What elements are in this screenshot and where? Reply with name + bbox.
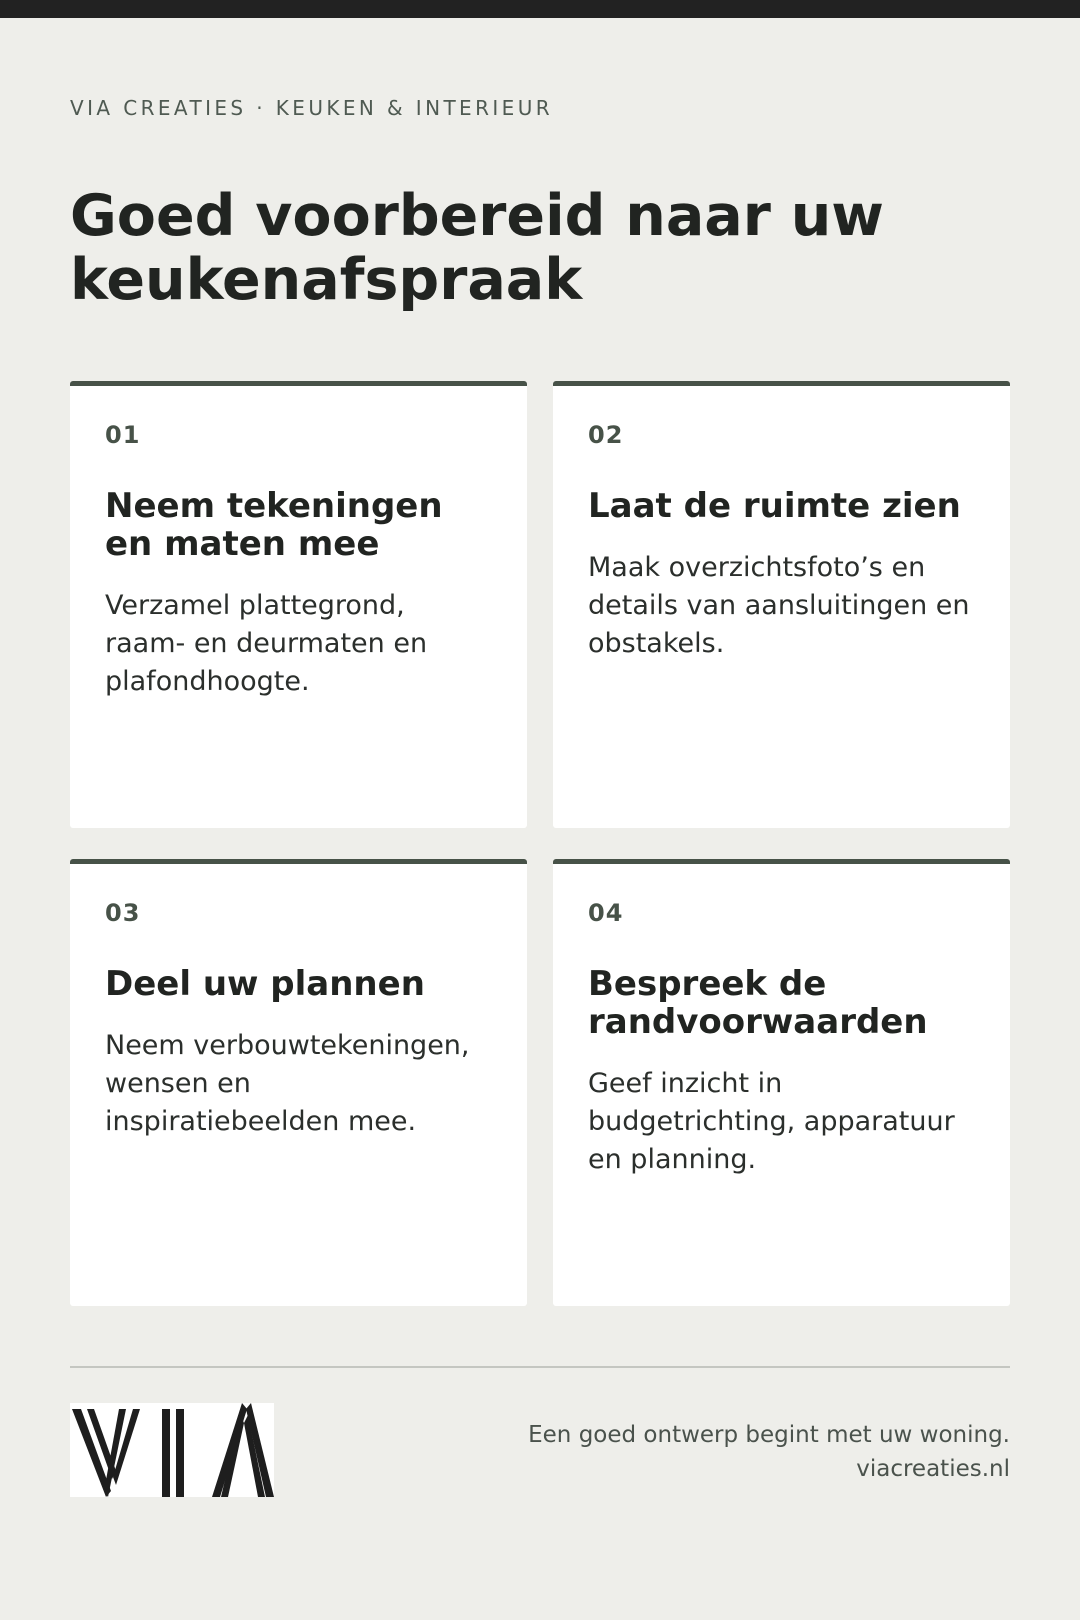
footer-divider [70,1366,1010,1368]
footer-info [528,1418,1010,1486]
step-description: Maak overzichtsfoto’s en details van aansluitingen en obstakels. [588,552,970,659]
top-bar [0,0,1080,18]
step-number: 03 [105,899,141,927]
step-number: 01 [105,421,141,449]
page-title: Goed voorbereid naar uw keukenafspraak [70,183,884,313]
via-logo [70,1403,274,1497]
step-card-2 [553,381,1010,828]
footer-tagline: Een goed ontwerp begint met uw woning. [528,1422,1010,1448]
step-number: 04 [588,899,624,927]
step-description: Verzamel plattegrond, raam- en deurmaten en plafondhoogte. [105,590,428,697]
step-card-3 [70,859,527,1306]
step-description: Geef inzicht in budgetrichting, apparatuur en planning. [588,1068,955,1175]
step-title: Bespreek de randvoorwaarden [588,964,928,1042]
step-card-4 [553,859,1010,1306]
step-title: Deel uw plannen [105,964,425,1004]
eyebrow-label: VIA CREATIES · KEUKEN & INTERIEUR [70,96,554,120]
website-link[interactable]: viacreaties.nl [856,1456,1010,1482]
step-description: Neem verbouwtekeningen, wensen en inspiratiebeelden mee. [105,1030,470,1137]
step-number: 02 [588,421,624,449]
step-card-1 [70,381,527,828]
step-title: Neem tekeningen en maten mee [105,486,443,564]
step-title: Laat de ruimte zien [588,486,961,526]
